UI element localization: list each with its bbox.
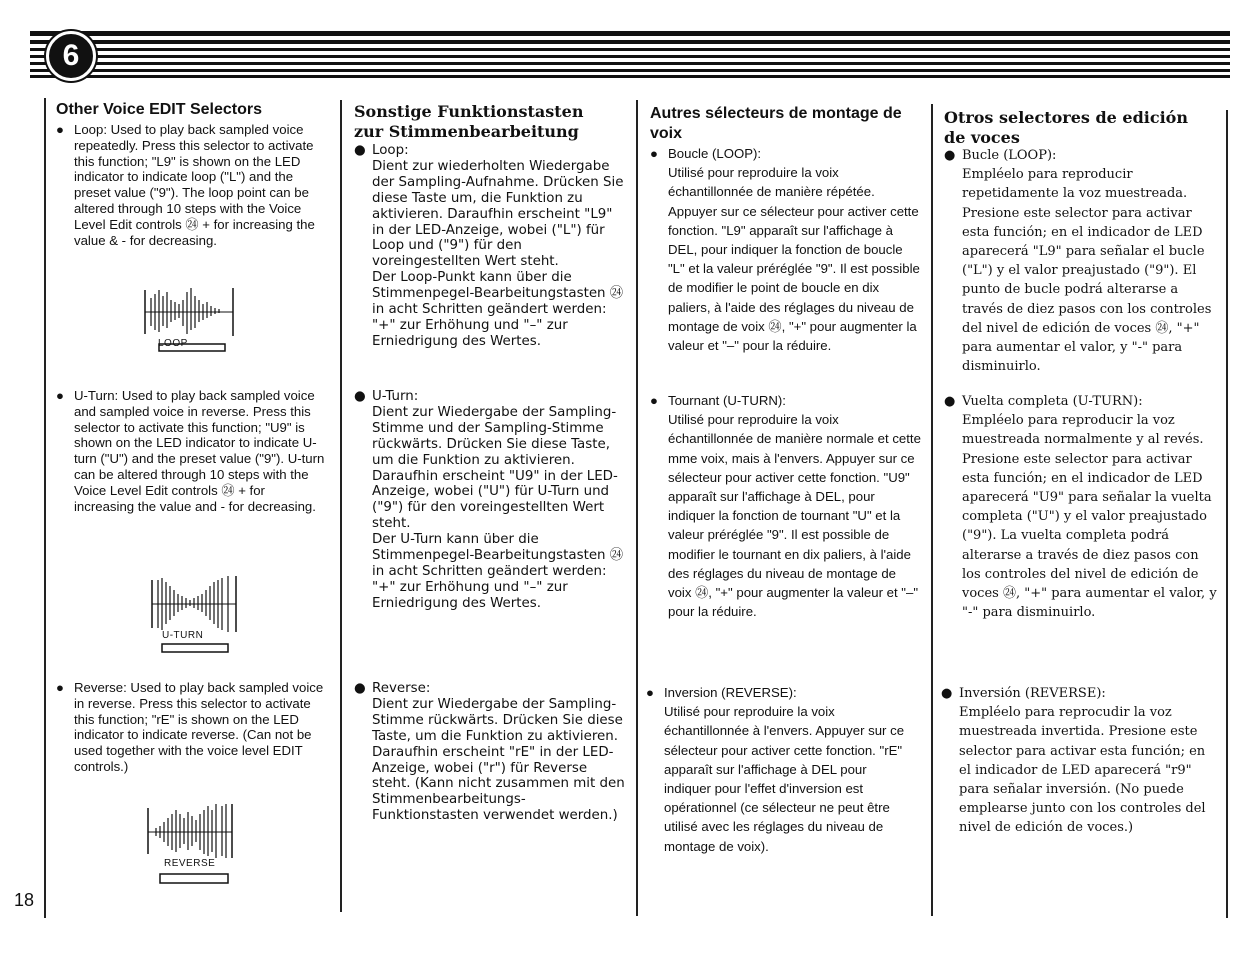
page-number: 18 [14,890,35,910]
bullet: ● [354,681,366,696]
spanish-uturn-text: Empléelo para reproducir la voz muestreada normalmente y al revés. Presione este selector para activar esta función; en el indicador de LED aparecerá "U9" para señalar la vuelta completa ("U") y el valor preajustado ("9"). La vuelta completa podrá alterarse a través de diez pasos con los controles del nivel de edición de voces ㉔, "+" para aumentar el valor, y "-" para disminuirlo. [962,413,1217,621]
bullet: ● [354,389,366,404]
column-rule [931,104,933,916]
german-uturn-head: U-Turn: [372,389,419,404]
bullet: ● [650,146,658,161]
french-loop-text: Utilisé pour reproduire la voix échantillonnée de manière répétée. Appuyer sur ce sélecteur pour activer cette fonction. "L9" apparaît sur l'affichage à DEL, pour indiquer la fonction de boucle "L" et la valeur préréglée "9". Il est possible de modifier le point de boucle en dix paliers, à l'aide des réglages du niveau de montage de voix ㉔, "+" pour augmenter la valeur et "–" pour la réduire. [668,165,920,354]
french-section-title: Autres sélecteurs de montage de voix [650,105,902,142]
spanish-loop-item [944,146,1220,376]
section-header [30,31,1230,78]
bullet: ● [354,143,366,158]
french-reverse-item [646,683,916,856]
german-section-title: Sonstige Funktionstasten zur Stimmenbearbeitung [354,102,584,141]
spanish-loop-text: Empléelo para reproducir repetidamente la voz muestreada. Presione este selector para activar esta función; en el indicador de LED aparecerá "L9" para señalar el bucle ("L") y el valor preajustado ("9"). El punto de bucle podrá alterarse a través de diez pasos con los controles del nivel de edición de voces ㉔, "+" para aumentar el valor, y "-" para disminuirlo. [962,167,1212,375]
french-reverse-text: Utilisé pour reproduire la voix échantillonnée à l'envers. Appuyer sur ce sélecteur pour activer cette fonction. "rE" apparaît sur l'affichage à DEL pour indiquer pour l'effet d'inversion est opérationnel (ce sélecteur ne peut être utilisé avec les réglages du niveau de montage de voix). [664,704,905,854]
english-reverse-text: Reverse: Used to play back sampled voice in reverse. Press this selector to activate this function; "rE" is shown on the LED indicator to indicate reverse. (Can not be used together with the voice level EDIT controls.) [74,680,324,774]
uturn-figure-label: U-TURN [162,630,204,641]
spanish-loop-head: Bucle (LOOP): [962,148,1057,163]
french-loop-item [650,144,922,355]
spanish-reverse-text: Empléelo para reprocudir la voz muestreada invertida. Presione este selector para activar esta función; en el indicador de LED aparecerá "r9" para señalar inversión. (No puede emplearse junto con los controles del nivel de edición de voces.) [959,705,1206,836]
german-loop-item [354,143,626,350]
english-loop-item [56,122,326,248]
bullet: ● [944,148,956,163]
french-reverse-head: Inversion (REVERSE): [664,685,797,700]
english-loop-text: Loop: Used to play back sampled voice repeatedly. Press this selector to activate this function; "L9" is shown on the LED indicator to indicate loop ("L") and the preset value ("9"). The loop point can be altered through 10 steps with the Voice Level Edit controls ㉔ + for increasing the value & - for decreasing. [74,122,315,248]
english-uturn-text: U-Turn: Used to play back sampled voice and sampled voice in reverse. Press this selector to activate this function; "U9" is shown on the LED indicator to indicate U-turn ("U") and the preset value ("9"). U-turn can be altered through 10 steps with the Voice Level Edit controls ㉔ + for increasing the value and - for decreasing. [74,388,325,514]
section-number-badge: 6 [46,31,96,81]
french-loop-head: Boucle (LOOP): [668,146,762,161]
loop-waveform-figure [143,282,239,352]
reverse-figure-label: REVERSE [164,858,216,869]
spanish-uturn-item [944,392,1220,622]
german-loop-text: Dient zur wiederholten Wiedergabe der Sampling-Aufnahme. Drücken Sie diese Taste um, die Funktion zu aktivieren. Daraufhin erscheint "L9" in der LED-Anzeige, wobei ("L") für Loop und ("9") für den voreingestellten Wert steht. Der Loop-Punkt kann über die Stimmenpegel-Bearbeitungstasten ㉔ in acht Schritten geändert werden: "+" zur Erhöhung und "–" zur Erniedrigung des Wertes. [372,158,624,349]
spanish-uturn-head: Vuelta completa (U-TURN): [962,394,1143,409]
german-reverse-text: Dient zur Wiedergabe der Sampling-Stimme rückwärts. Drücken Sie diese Taste, um die Funktion zu aktivieren. Daraufhin erscheint "rE" in der LED-Anzeige, wobei ("r") für Reverse steht. (Kann nicht zusammen mit den Stimmenbearbeitungs-Funktionstasten verwendet werden.) [372,696,625,824]
bullet: ● [650,393,658,408]
german-reverse-head: Reverse: [372,681,431,696]
spanish-reverse-item [941,684,1211,838]
bullet: ● [941,686,953,701]
english-uturn-item [56,388,326,514]
loop-figure-label: LOOP [158,338,188,349]
bullet: ● [56,680,64,695]
english-reverse-item [56,680,326,775]
bullet: ● [646,685,654,700]
french-uturn-text: Utilisé pour reproduire la voix échantillonnée de manière normale et cette mme voix, mais à l'envers. Appuyer sur ce sélecteur pour activer cette fonction. "U9" apparaît sur l'affichage à DEL, pour indiquer la fonction de tournant "U" et la valeur préréglée "9". Il est possible de modifier le tournant en dix paliers, à l'aide des réglages du niveau de montage de voix ㉔, "+" pour augmenter la valeur et "–" pour la réduire. [668,412,921,620]
german-uturn-text: Dient zur Wiedergabe der Sampling-Stimme und der Sampling-Stimme rückwärts. Drücken Sie diese Taste, um die Funktion zu aktivieren. Daraufhin erscheint "U9" in der LED-Anzeige, wobei ("U") für U-Turn und ("9") für den voreingestellten Wert steht. Der U-Turn kann über die Stimmenpegel-Bearbeitungstasten ㉔ in acht Schritten geändert werden: "+" zur Erhöhung und "–" zur Erniedrigung des Wertes. [372,404,624,611]
french-uturn-item [650,391,922,621]
german-loop-head: Loop: [372,143,409,158]
english-section-title: Other Voice EDIT Selectors [56,101,262,118]
spanish-section-title: Otros selectores de edición de voces [944,108,1188,147]
reverse-waveform-figure [146,800,236,886]
bullet: ● [56,388,64,403]
column-rule [1226,110,1228,918]
bullet: ● [56,122,64,137]
french-uturn-head: Tournant (U-TURN): [668,393,786,408]
column-rule [340,100,342,912]
german-uturn-item [354,389,626,612]
german-reverse-item [354,681,626,824]
column-rule [44,98,46,918]
spanish-reverse-head: Inversión (REVERSE): [959,686,1106,701]
uturn-waveform-figure [150,572,240,654]
column-rule [636,100,638,916]
bullet: ● [944,394,956,409]
